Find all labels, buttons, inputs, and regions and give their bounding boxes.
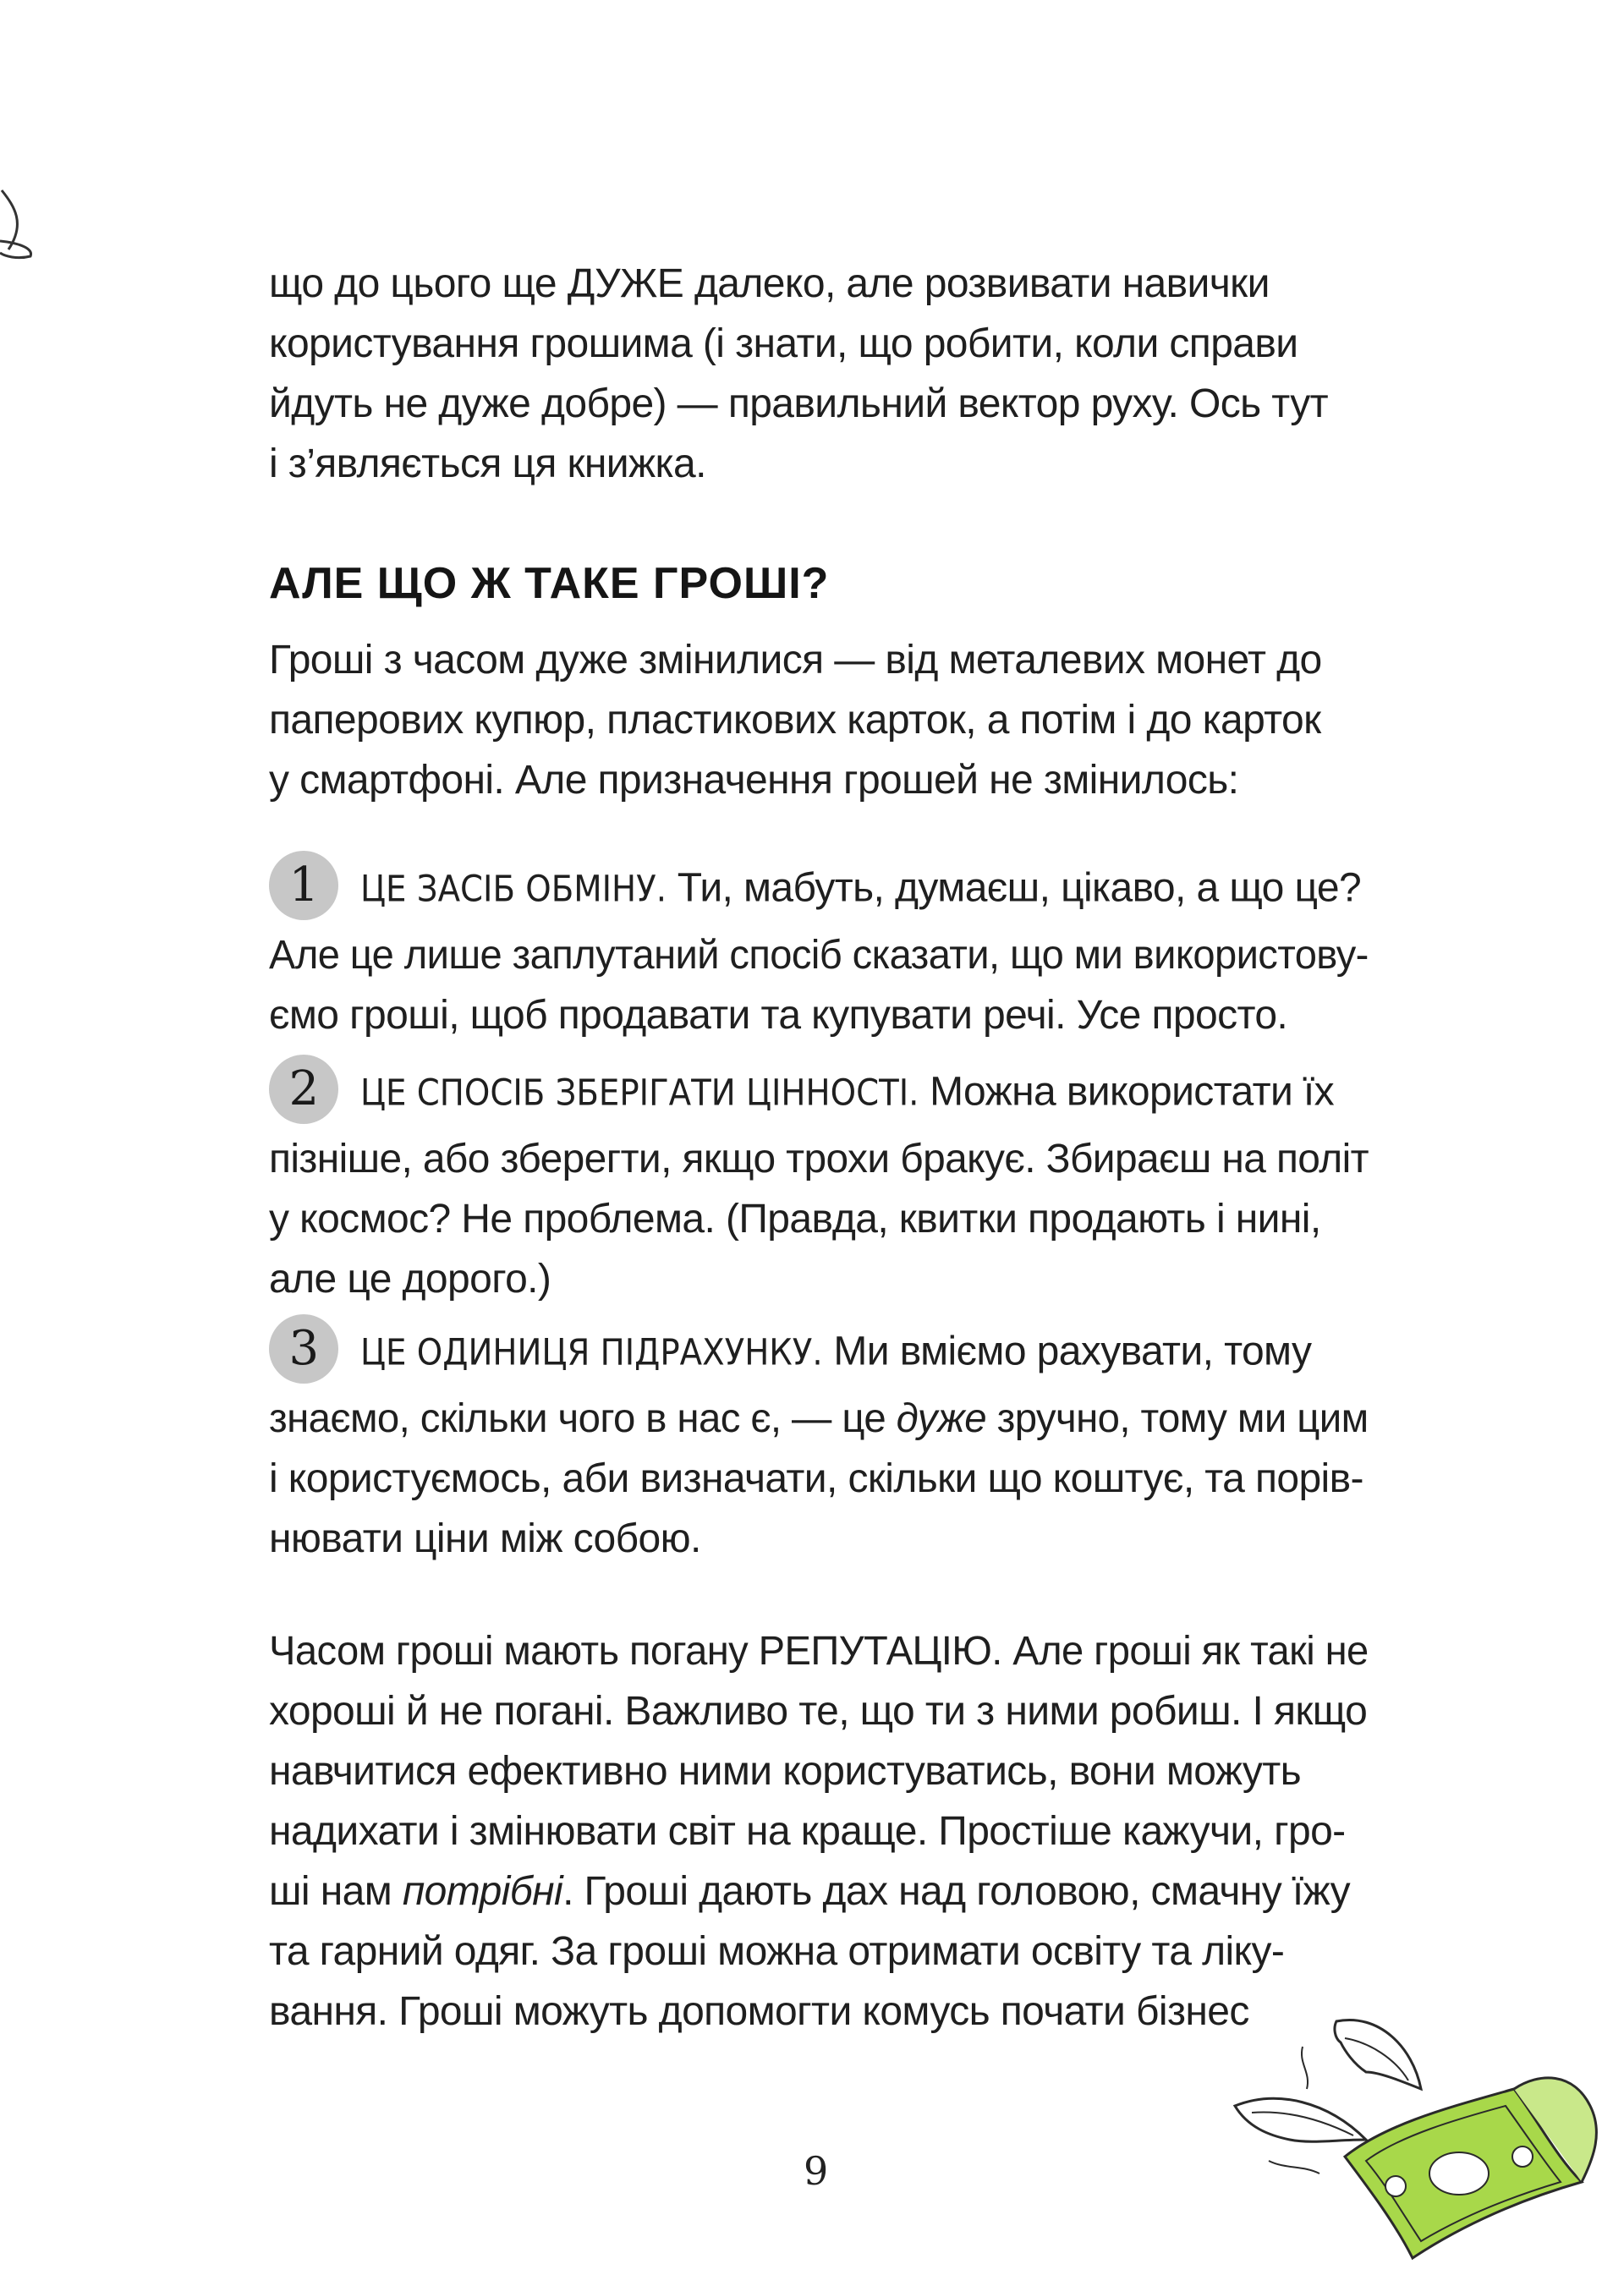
paragraph-line: навчитися ефективно ними користуватись, вони можуть	[269, 1749, 1302, 1794]
wing-doodle-icon	[0, 182, 42, 266]
list-item-text: Можна використати їх	[919, 1069, 1335, 1115]
definition-intro-paragraph	[269, 630, 1369, 810]
list-item-line: пізніше, або зберегти, якщо трохи бракує. Збираєш на політ	[269, 1137, 1369, 1181]
number-badge: 3	[269, 1314, 338, 1384]
list-item-1	[269, 856, 1369, 1045]
intro-line: користування грошима (і знати, що робити, коли справи	[269, 321, 1298, 366]
list-item-line: і користуємось, аби визначати, скільки що коштує, та порів-	[269, 1456, 1363, 1501]
section-heading: АЛЕ ЩО Ж ТАКЕ ГРОШІ?	[269, 559, 830, 608]
list-item-line: але це дорого.)	[269, 1257, 551, 1302]
paragraph-line: та гарний одяг. За гроші можна отримати освіту та ліку-	[269, 1929, 1285, 1974]
number-badge: 2	[269, 1055, 338, 1124]
list-item-text: Ми вміємо рахувати, тому	[822, 1329, 1312, 1374]
list-item-text: Ти, мабуть, думаєш, цікаво, а що це?	[667, 865, 1362, 911]
paragraph-line: Гроші з часом дуже змінилися — від металевих монет до	[269, 638, 1322, 683]
closing-paragraph	[269, 1621, 1369, 2042]
emphasis-text: потрібні	[402, 1869, 563, 1914]
paragraph-line: Часом гроші мають погану РЕПУТАЦІЮ. Але гроші як такі не	[269, 1629, 1369, 1674]
intro-line: йдуть не дуже добре) — правильний вектор руху. Ось тут	[269, 381, 1328, 426]
intro-line: і з’являється ця книжка.	[269, 441, 706, 486]
paragraph-line: вання. Гроші можуть допомогти комусь почати бізнес	[269, 1989, 1249, 2034]
list-item-line: Але це лише заплутаний спосіб сказати, що ми використову-	[269, 933, 1369, 978]
paragraph-text: . Гроші дають дах над головою, смачну їжу	[562, 1869, 1351, 1914]
paragraph-line: у смартфоні. Але призначення грошей не змінилось:	[269, 758, 1239, 803]
list-item-3	[269, 1319, 1369, 1569]
list-item-line: у космос? Не проблема. (Правда, квитки продають і нині,	[269, 1197, 1321, 1242]
number-badge: 1	[269, 851, 338, 920]
list-item-line: нювати ціни між собою.	[269, 1516, 701, 1561]
list-item-line: ємо гроші, щоб продавати та купувати речі. Усе просто.	[269, 993, 1288, 1038]
page-number: 9	[804, 2148, 829, 2194]
list-item-2	[269, 1060, 1369, 1309]
emphasis-text: дуже	[896, 1396, 987, 1441]
paragraph-line: надихати і змінювати світ на краще. Простіше кажучи, гро-	[269, 1809, 1346, 1854]
paragraph-text: ші нам	[269, 1869, 403, 1914]
list-item-lead: ЦЕ ЗАСІБ ОБМІНУ.	[360, 868, 667, 911]
paragraph-line: паперових купюр, пластикових карток, а потім і до карток	[269, 698, 1321, 743]
intro-paragraph	[269, 254, 1369, 494]
list-item-text: зручно, тому ми цим	[986, 1396, 1369, 1441]
list-item-lead: ЦЕ СПОСІБ ЗБЕРІГАТИ ЦІННОСТІ.	[360, 1072, 919, 1115]
list-item-text: знаємо, скільки чого в нас є, — це	[269, 1396, 897, 1441]
list-item-lead: ЦЕ ОДИНИЦЯ ПІДРАХУНКУ.	[360, 1331, 823, 1374]
flying-banknote-icon	[1218, 2013, 1616, 2267]
intro-line: що до цього ще ДУЖЕ далеко, але розвивати навички	[269, 261, 1270, 306]
paragraph-line: хороші й не погані. Важливо те, що ти з ними робиш. І якщо	[269, 1689, 1368, 1734]
